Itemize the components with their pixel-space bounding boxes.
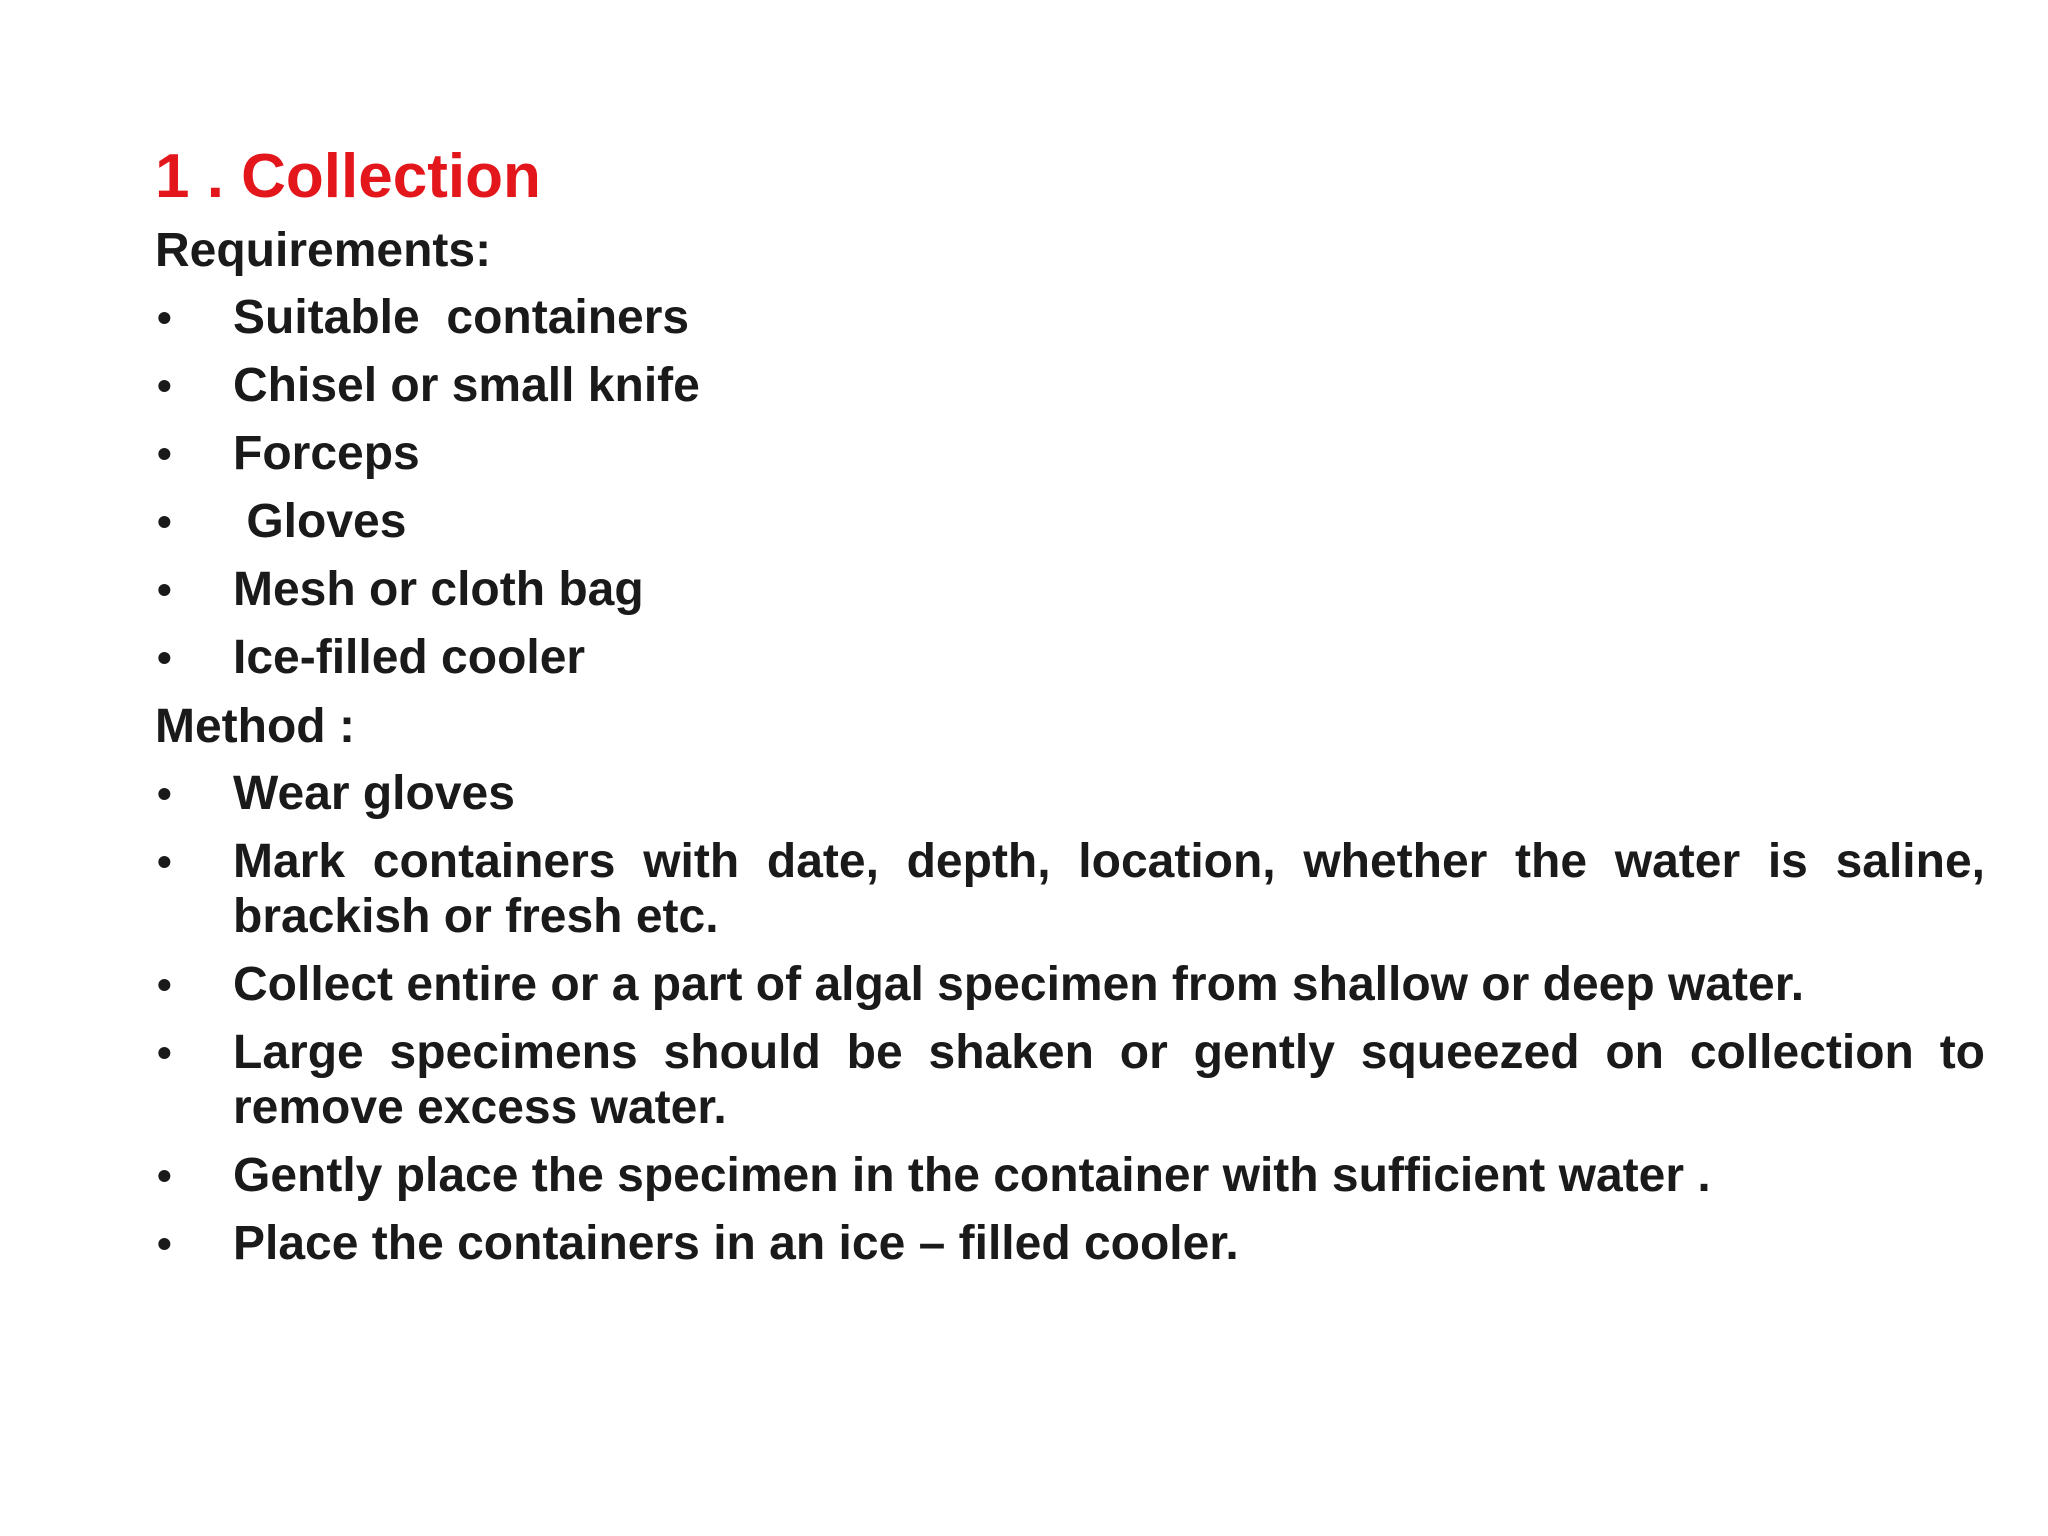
bullet-icon: •: [157, 770, 172, 817]
list-item-text: Mark containers with date, depth, location, whether the water is saline, brackish or fresh etc.: [233, 835, 1985, 943]
list-item: [155, 290, 1985, 345]
list-item: [155, 358, 1985, 413]
slide-title: 1 . Collection: [155, 142, 541, 211]
list-item-text: Place the containers in an ice – filled cooler.: [233, 1217, 1239, 1270]
list-item-text: Mesh or cloth bag: [233, 563, 644, 616]
bullet-icon: •: [157, 1029, 172, 1076]
list-item-text: Chisel or small knife: [233, 359, 700, 412]
slide-content: [155, 140, 1985, 1284]
method-heading: Method :: [155, 700, 355, 753]
bullet-icon: •: [157, 1152, 172, 1199]
list-item: [155, 1216, 1985, 1271]
list-item: [155, 834, 1985, 944]
list-item-text: Gently place the specimen in the container with sufficient water .: [233, 1149, 1711, 1202]
bullet-icon: •: [157, 634, 172, 681]
requirements-heading: Requirements:: [155, 224, 492, 277]
list-item: [155, 1148, 1985, 1203]
bullet-icon: •: [157, 498, 172, 545]
list-item: [155, 562, 1985, 617]
bullet-icon: •: [157, 430, 172, 477]
requirements-list: [155, 290, 1985, 685]
list-item: [155, 426, 1985, 481]
list-item-text: Suitable containers: [233, 291, 690, 344]
list-item: [155, 1025, 1985, 1135]
bullet-icon: •: [157, 1220, 172, 1267]
list-item: [155, 766, 1985, 821]
bullet-icon: •: [157, 294, 172, 341]
method-list: [155, 766, 1985, 1271]
list-item: [155, 494, 1985, 549]
list-item-text: Gloves: [233, 495, 407, 548]
list-item-text: Large specimens should be shaken or gently squeezed on collection to remove excess water.: [233, 1026, 1985, 1134]
list-item: [155, 630, 1985, 685]
list-item-text: Wear gloves: [233, 767, 515, 820]
list-item: [155, 957, 1985, 1012]
list-item-text: Ice-filled cooler: [233, 631, 586, 684]
bullet-icon: •: [157, 838, 172, 885]
list-item-text: Collect entire or a part of algal specimen from shallow or deep water.: [233, 958, 1805, 1011]
bullet-icon: •: [157, 961, 172, 1008]
bullet-icon: •: [157, 566, 172, 613]
list-item-text: Forceps: [233, 427, 420, 480]
bullet-icon: •: [157, 362, 172, 409]
